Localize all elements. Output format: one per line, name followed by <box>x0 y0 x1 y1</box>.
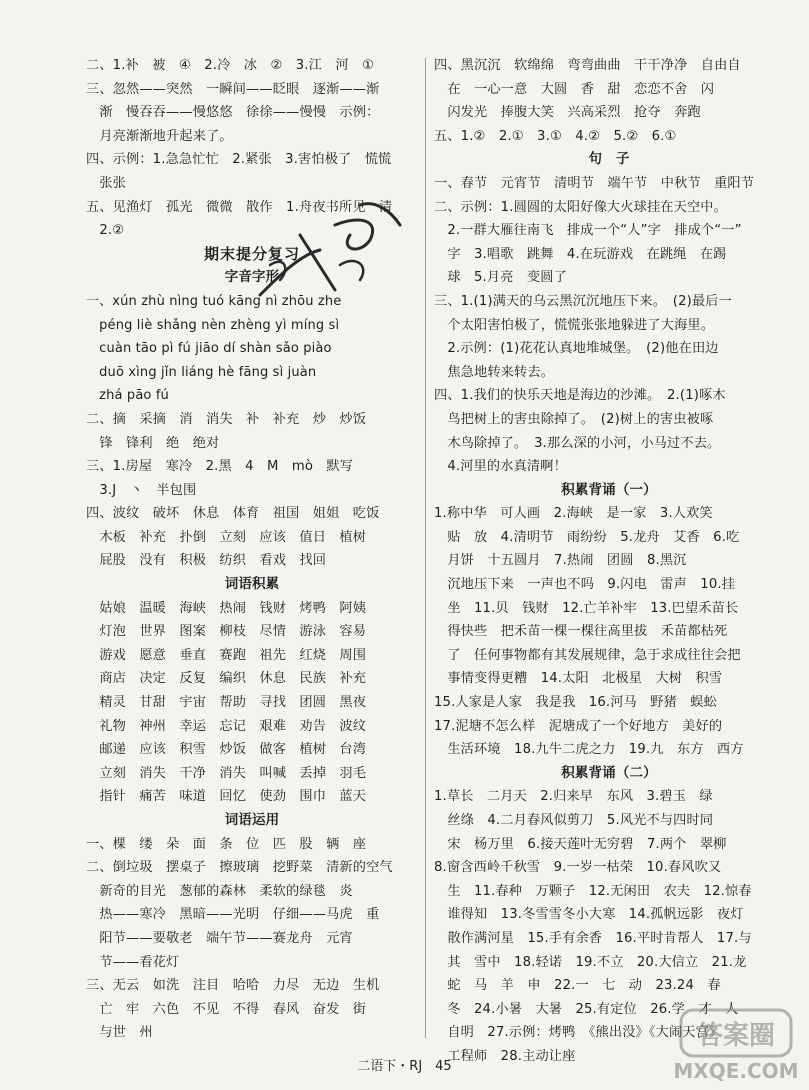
answer-line: 个太阳害怕极了，慌慌张张地躲进了大海里。 <box>434 317 715 333</box>
answer-line: 锋 锋利 绝 绝对 <box>86 435 220 451</box>
answer-line: 五、见渔灯 孤光 微微 散作 1.舟夜书所见 清 <box>86 199 393 215</box>
answer-line: 屁股 没有 积极 纺织 看戏 找回 <box>86 553 327 569</box>
answer-line: cuàn tāo pì fú jiāo dí shàn sǎo piào <box>86 341 332 357</box>
answer-line: 事情变得更糟 14.太阳 北极星 大树 积雪 <box>434 671 723 687</box>
answer-line: 17.泥塘不怎么样 泥塘成了一个好地方 美好的 <box>434 718 723 734</box>
answer-line: 2.示例：(1)花花认真地堆城堡。 (2)他在田边 <box>434 341 719 357</box>
answer-line: zhá pāo fú <box>86 388 169 404</box>
answer-line: 三、1.房屋 寒冷 2.黑 4 M mò 默写 <box>86 459 354 475</box>
answer-line: 沉地压下来 一声也不吗 9.闪电 雷声 10.挂 <box>434 577 736 593</box>
answer-line: 五、1.② 2.① 3.① 4.② 5.② 6.① <box>434 128 677 144</box>
section-heading: 积累背诵（一） <box>561 481 657 498</box>
answer-line: 工程师 28.主动让座 <box>434 1048 576 1064</box>
answer-line: 商店 决定 反复 编织 休息 民族 补充 <box>86 671 367 687</box>
answer-line: 阳节——要敬老 端午节——赛龙舟 元宵 <box>86 930 353 946</box>
answer-line: 三、无云 如洗 注目 哈哈 力尽 无边 生机 <box>86 978 380 994</box>
answer-line: 姑娘 温暖 海峡 热闹 钱财 烤鸭 阿姨 <box>86 600 367 616</box>
answer-line: 3.J 丶 半包围 <box>86 482 197 498</box>
answer-line: 生活环境 18.九牛二虎之力 19.九 东方 西方 <box>434 742 744 758</box>
answer-line: 15.人家是人家 我是我 16.河马 野猪 蜈蚣 <box>434 695 717 711</box>
answer-line: 2.② <box>86 223 125 239</box>
answer-line: 三、忽然——突然 一瞬间——眨眼 逐渐——渐 <box>86 81 380 97</box>
answer-line: 在 一心一意 大圆 香 甜 恋恋不舍 闪 <box>434 81 715 97</box>
answer-line: 1.草长 二月天 2.归来早 东风 3.碧玉 绿 <box>434 789 713 805</box>
section-heading: 词语运用 <box>224 812 280 828</box>
answer-line: 月饼 十五圆月 7.热闹 团圆 8.黑沉 <box>434 553 687 569</box>
watermark-logo <box>671 1002 801 1086</box>
answer-line: 生 11.春种 万颗子 12.无闲田 农夫 12.惊春 <box>434 883 752 899</box>
answer-line: 一、棵 缕 朵 面 条 位 匹 股 辆 座 <box>86 836 367 852</box>
answer-line: 二、倒垃圾 摆桌子 擦玻璃 挖野菜 清新的空气 <box>86 860 393 876</box>
answer-line: 节——看花灯 <box>86 954 180 970</box>
answer-line: 4.河里的水真清啊！ <box>434 459 567 475</box>
answer-line: 渐 慢吞吞——慢悠悠 徐徐——慢慢 示例： <box>86 105 380 121</box>
section-heading: 字音字形 <box>224 269 280 286</box>
answer-line: 球 5.月亮 变圆了 <box>434 270 567 286</box>
answer-line: 得快些 把禾苗一棵一棵往高里拔 禾苗都枯死 <box>434 624 728 640</box>
column-divider <box>425 58 426 1038</box>
answer-line: 1.称中华 可人画 2.海峡 是一家 3.人欢笑 <box>434 506 713 522</box>
answer-line: 与世 州 <box>86 1025 153 1041</box>
answer-line: 指针 痛苦 味道 回忆 使劲 围巾 蓝天 <box>86 789 367 805</box>
answer-line: 游戏 愿意 垂直 赛跑 祖先 红烧 周围 <box>86 647 367 663</box>
answer-line: 四、示例：1.急急忙忙 2.紧张 3.害怕极了 慌慌 <box>86 152 392 168</box>
answer-line: 精灵 甘甜 宇宙 帮助 寻找 团圆 黑夜 <box>86 695 367 711</box>
answer-line: 立刻 消失 干净 消失 叫喊 丢掉 羽毛 <box>86 765 367 781</box>
answer-line: 贴 放 4.清明节 雨纷纷 5.龙舟 艾香 6.吃 <box>434 529 740 545</box>
answer-line: 灯泡 世界 图案 柳枝 尽情 游泳 容易 <box>86 624 367 640</box>
answer-line: 宋 杨万里 6.接天莲叶无穷碧 7.两个 翠柳 <box>434 836 727 852</box>
answer-line: 礼物 神州 幸运 忘记 艰难 劝告 波纹 <box>86 718 367 734</box>
answer-line: 月亮渐渐地升起来了。 <box>86 128 233 144</box>
answer-line: 热——寒冷 黑暗——光明 仔细——马虎 重 <box>86 907 380 923</box>
answer-line: 8.窗含西岭千秋雪 9.一岁一枯荣 10.春风吹又 <box>434 860 722 876</box>
answer-line: 邮递 应该 积雪 炒饭 做客 植树 台湾 <box>86 742 367 758</box>
answer-line: 张张 <box>86 175 127 191</box>
answer-line: 一、春节 元宵节 清明节 端午节 中秋节 重阳节 <box>434 175 755 191</box>
right-column <box>434 54 784 1069</box>
answer-line: 谁得知 13.冬雪雪冬小大寒 14.孤帆远影 夜灯 <box>434 907 744 923</box>
answer-line: péng liè shǎng nèn zhèng yì míng sì <box>86 317 340 333</box>
answer-line: 四、1.我们的快乐天地是海边的沙滩。 2.(1)啄木 <box>434 388 726 404</box>
answer-line: 三、1.(1)满天的乌云黑沉沉地压下来。 (2)最后一 <box>434 293 732 309</box>
page-footer: 二语下・RJ 45 <box>357 1059 452 1074</box>
watermark-url: MXQE.COM <box>673 1059 799 1083</box>
answer-line: duō xìng jǐn liáng hè fāng sì juàn <box>86 364 317 380</box>
section-heading: 句 子 <box>588 151 630 168</box>
answer-line: 蛇 马 羊 申 22.一 七 动 23.24 春 <box>434 978 721 994</box>
answer-line: 木鸟除掉了。 3.那么深的小河，小马过不去。 <box>434 435 721 451</box>
answer-line: 字 3.唱歌 跳舞 4.在玩游戏 在跳绳 在踢 <box>434 246 727 262</box>
answer-line: 二、示例：1.圆圆的太阳好像大火球挂在天空中。 <box>434 199 727 215</box>
answer-line: 新奇的目光 葱郁的森林 柔软的绿毯 炎 <box>86 883 353 899</box>
answer-line: 其 雪中 18.轻诺 19.不立 20.大信立 21.龙 <box>434 954 747 970</box>
answer-line: 2.一群大雁往南飞 排成一个“人”字 排成个“一” <box>434 223 742 239</box>
answer-line: 散作满河星 15.手有余香 16.平时肯帮人 17.与 <box>434 930 752 946</box>
answer-line: 木板 补充 扑倒 立刻 应该 值日 植树 <box>86 529 367 545</box>
watermark-brand: 答案圈 <box>696 1021 776 1051</box>
answer-line: 四、黑沉沉 软绵绵 弯弯曲曲 干干净净 自由自 <box>434 58 741 73</box>
answer-line: 闪发光 捧腹大笑 兴高采烈 抢夺 奔跑 <box>434 105 701 121</box>
answer-line: 亡 牢 六色 不见 不得 春风 奋发 街 <box>86 1001 367 1017</box>
answer-line: 了 任何事物都有其发展规律，急于求成往往会把 <box>434 647 741 663</box>
answer-line: 二、1.补 被 ④ 2.冷 冰 ② 3.江 河 ① <box>86 58 374 73</box>
answer-line: 冬 24.小暑 大暑 25.有定位 26.学 才 人 <box>434 1001 739 1017</box>
section-heading: 期末提分复习 <box>203 244 300 263</box>
handwriting-scribble <box>240 195 410 310</box>
answer-line: 四、波纹 破坏 休息 体育 祖国 姐姐 吃饭 <box>86 506 380 522</box>
answer-line: 鸟把树上的害虫除掉了。 (2)树上的害虫被啄 <box>434 411 714 427</box>
answer-line: 一、xún zhù nìng tuó kāng nì zhōu zhe <box>86 293 342 309</box>
answer-line: 坐 11.贝 钱财 12.亡羊补牢 13.巴望禾苗长 <box>434 600 739 616</box>
section-heading: 积累背诵（二） <box>561 764 657 781</box>
answer-line: 自明 27.示例：烤鸭 《熊出没》《大闹天宫》 <box>434 1025 723 1041</box>
answer-line: 焦急地转来转去。 <box>434 364 555 380</box>
answer-line: 丝绦 4.二月春风似剪刀 5.风光不与四时同 <box>434 813 714 828</box>
answer-line: 二、摘 采摘 消 消失 补 补充 炒 炒饭 <box>86 411 367 427</box>
section-heading: 词语积累 <box>224 576 280 593</box>
